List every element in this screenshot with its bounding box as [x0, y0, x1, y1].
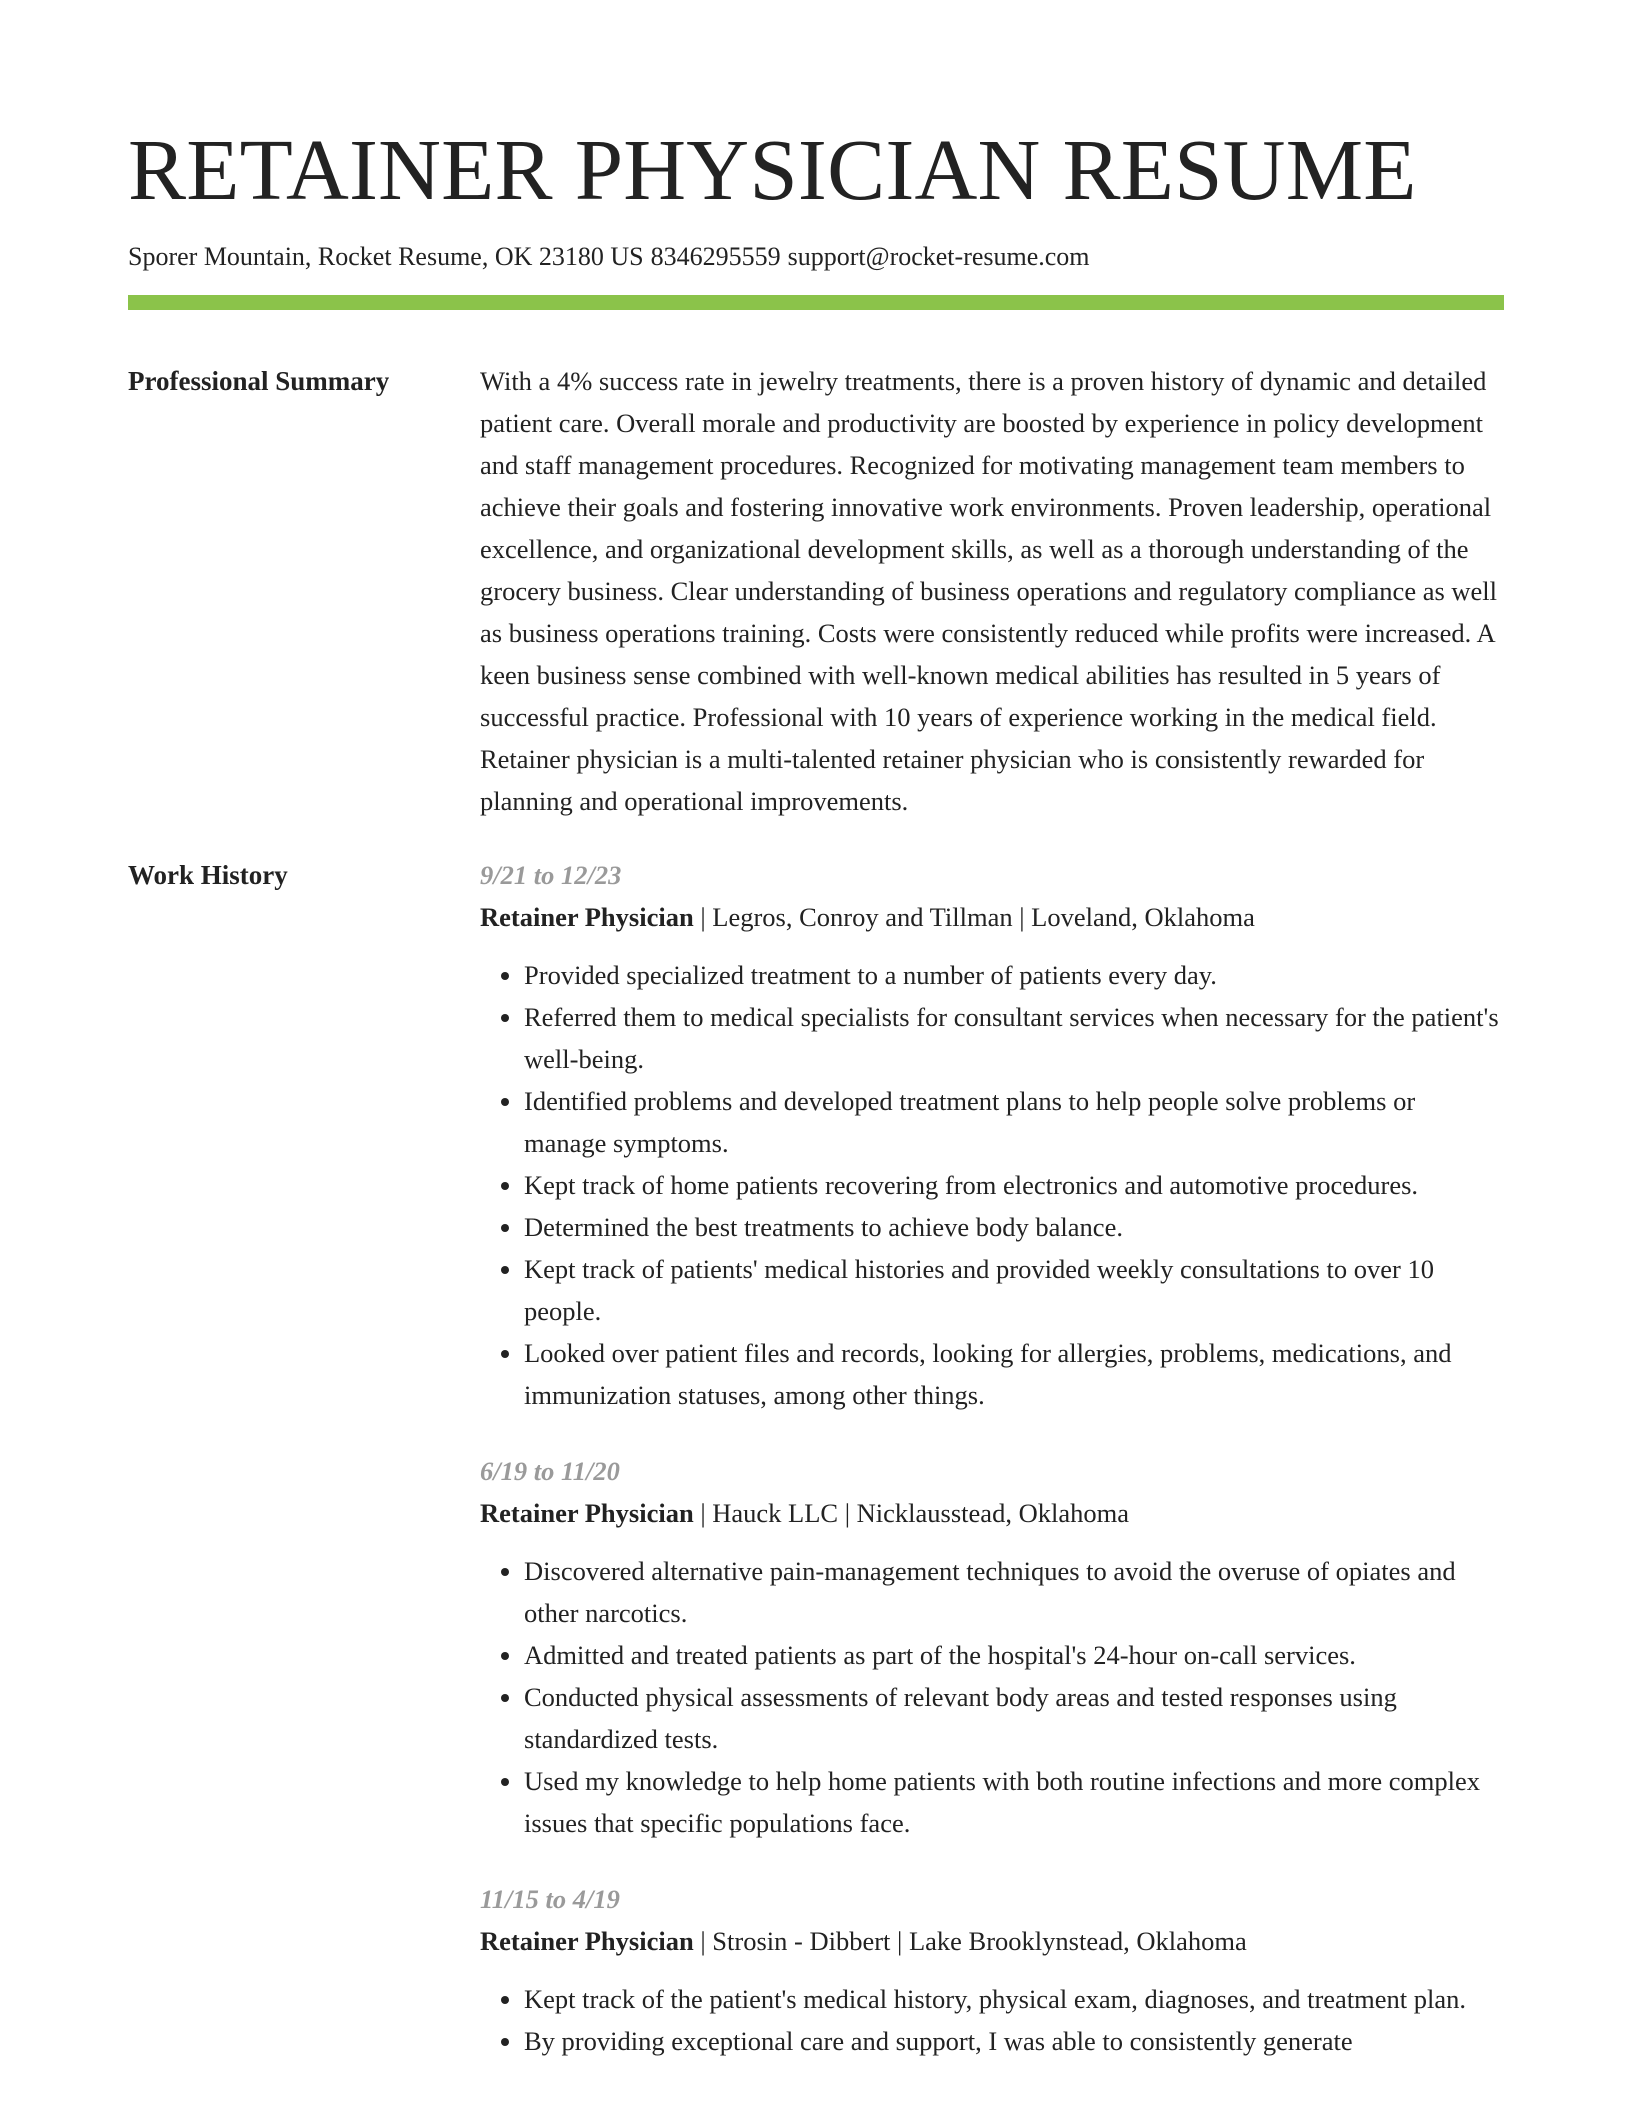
resume-page: [128, 0, 1504, 2096]
job-employer-location: | Hauck LLC | Nicklausstead, Oklahoma: [693, 1498, 1129, 1528]
job-bullet: • Provided specialized treatment to a number of patients every day.: [524, 954, 1504, 996]
job-bullet: • Discovered alternative pain-management techniques to avoid the overuse of opiates and other narcotics.: [524, 1550, 1504, 1634]
job-bullet: • By providing exceptional care and support, I was able to consistently generate: [524, 2020, 1504, 2062]
job-dates: 9/21 to 12/23: [480, 860, 622, 890]
job-title: Retainer Physician: [480, 902, 694, 932]
job-heading: [480, 896, 1504, 938]
job-employer-location: | Strosin - Dibbert | Lake Brooklynstead, Oklahoma: [693, 1926, 1247, 1956]
job-bullet: • Identified problems and developed treatment plans to help people solve problems or manage symptoms.: [524, 1080, 1504, 1164]
job-title: Retainer Physician: [480, 1926, 694, 1956]
contact-phone: 8346295559: [650, 242, 781, 271]
job-entry: [480, 854, 1504, 1416]
header-divider: [128, 295, 1504, 310]
job-employer-location: | Legros, Conroy and Tillman | Loveland, Oklahoma: [693, 902, 1255, 932]
job-heading: [480, 1492, 1504, 1534]
job-bullet: • Conducted physical assessments of relevant body areas and tested responses using standardized tests.: [524, 1676, 1504, 1760]
job-bullet: • Looked over patient files and records, looking for allergies, problems, medications, and immunization statuses, among other things.: [524, 1332, 1504, 1416]
job-bullet-list: [480, 1550, 1504, 1844]
work-history-label: Work History: [128, 860, 288, 890]
job-bullet-list: [480, 1978, 1504, 2062]
job-dates: 11/15 to 4/19: [480, 1884, 620, 1914]
resume-title: RETAINER PHYSICIAN RESUME: [128, 121, 1417, 218]
contact-email: support@rocket-resume.com: [787, 242, 1090, 271]
job-bullet: • Used my knowledge to help home patients with both routine infections and more complex issues that specific populations face.: [524, 1760, 1504, 1844]
job-entry: [480, 1450, 1504, 1844]
work-history-section: [128, 854, 1504, 2096]
summary-section: [128, 360, 1504, 822]
job-bullet: • Determined the best treatments to achieve body balance.: [524, 1206, 1504, 1248]
contact-address: Sporer Mountain, Rocket Resume, OK 23180 US: [128, 242, 644, 271]
contact-line: [128, 241, 1504, 273]
job-list: [480, 854, 1504, 2096]
job-bullet: • Admitted and treated patients as part of the hospital's 24-hour on-call services.: [524, 1634, 1504, 1676]
job-bullet: • Kept track of patients' medical histories and provided weekly consultations to over 10 people.: [524, 1248, 1504, 1332]
job-entry: [480, 1878, 1504, 2062]
summary-text: With a 4% success rate in jewelry treatments, there is a proven history of dynamic and detailed patient care. Overall morale and productivity are boosted by experience in policy development and staff management procedures. Recognized for motivating management team members to achieve their goals and fostering innovative work environments. Proven leadership, operational excellence, and organizational development skills, as well as a thorough understanding of the grocery business. Clear understanding of business operations and regulatory compliance as well as business operations training. Costs were consistently reduced while profits were increased. A keen business sense combined with well-known medical abilities has resulted in 5 years of successful practice. Professional with 10 years of experience working in the medical field. Retainer physician is a multi-talented retainer physician who is consistently rewarded for planning and operational improvements.: [480, 366, 1498, 816]
job-bullet: • Kept track of home patients recovering from electronics and automotive procedures.: [524, 1164, 1504, 1206]
job-bullet: • Kept track of the patient's medical history, physical exam, diagnoses, and treatment plan.: [524, 1978, 1504, 2020]
job-heading: [480, 1920, 1504, 1962]
job-bullet-list: [480, 954, 1504, 1416]
job-dates: 6/19 to 11/20: [480, 1456, 620, 1486]
summary-label: Professional Summary: [128, 366, 390, 396]
job-bullet: • Referred them to medical specialists for consultant services when necessary for the patient's well-being.: [524, 996, 1504, 1080]
job-title: Retainer Physician: [480, 1498, 694, 1528]
